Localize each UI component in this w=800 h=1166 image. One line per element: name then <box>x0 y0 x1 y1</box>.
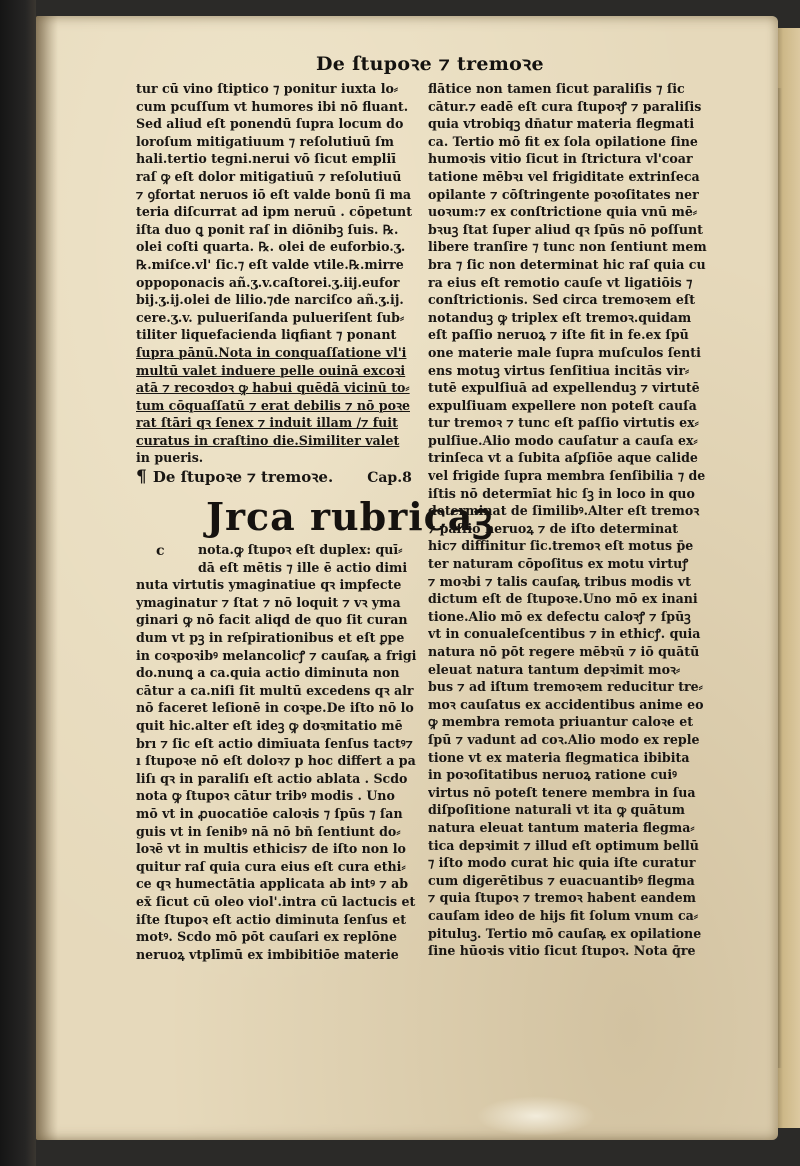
text-line: oppoponacis añ.ʒ.v.caſtorei.ʒ.iij.eufor <box>136 274 400 290</box>
text-line: determinat de ſimilibꝰ.Alter eſt tremoꝛ <box>428 503 700 519</box>
text-line: tutē expulſiuā ad expellenduꝫ ⁊ virtutē <box>428 380 700 396</box>
pilcrow-icon: ¶ <box>136 467 147 488</box>
left-column-paragraph <box>136 80 456 467</box>
text-line: ⁊ moꝛbi ⁊ talis cauſaꝶ tribus modis vt <box>428 573 691 589</box>
text-line: olei coſti quarta. ℞. olei de euforbio.ʒ. <box>136 239 406 255</box>
text-line: iſte ſtupoꝛ eſt actio diminuta ſenſus et <box>136 911 407 927</box>
right-column-body <box>428 80 748 960</box>
text-line: flātice non tamen ſicut paraliſis ⁊ ſic <box>428 81 685 96</box>
text-line: trinſeca vt a ſubita aſꝑſiōe aque calide <box>428 450 698 466</box>
text-line: cauſam ideo de hijs fit ſolum vnum ca⸗ <box>428 907 699 923</box>
text-line: pulſiue.Alio modo cauſatur a cauſa ex⸗ <box>428 432 698 448</box>
text-line: ens motuꝫ virtus ſenſitiua incitās vir⸗ <box>428 362 690 378</box>
text-line: guis vt in ſenibꝰ nā nō bn̄ ſentiunt do⸗ <box>136 823 401 839</box>
text-line: ter naturam cōpoſitus ex motu virtuꝭ <box>428 556 689 572</box>
text-line: ſupra pānū.Nota in conquaſſatione vl'i <box>136 344 407 360</box>
text-line: humoꝛis vitio ſicut in ſtrictura vl'coar <box>428 151 693 167</box>
text-line: moꝛ cauſatus ex accidentibus anime eo <box>428 696 704 712</box>
text-line: tur cū vino ſtiptico ⁊ ponitur iuxta lo⸗ <box>136 81 399 96</box>
text-line: diſpoſitione naturali vt ita ꝙ quātum <box>428 802 685 818</box>
text-line: in pueris. <box>136 450 204 466</box>
text-line: curatus in craſtino die.Similiter valet <box>136 432 400 448</box>
text-line: cum digerētibus ⁊ euacuantibꝰ flegma <box>428 872 695 888</box>
text-line: ı ſtupoꝛe nō eſt doloꝛ⁊ p hoc differt a pa <box>136 753 416 769</box>
text-line: dā eſt mētis ⁊ ille ē actio dimi <box>198 559 408 575</box>
text-line: eleuat natura tantum depꝛimit moꝛ⸗ <box>428 661 681 677</box>
text-line: uoꝛum:⁊ ex conſtrictione quia vnū mē⸗ <box>428 204 698 220</box>
text-line: pituluꝫ. Tertio mō cauſaꝶ ex opilatione <box>428 925 702 941</box>
guide-letter: c <box>156 543 165 560</box>
text-line: quia vtrobiqꝫ dn̄atur materia flegmati <box>428 116 695 132</box>
text-line: libere tranſire ⁊ tunc non ſentiunt mem <box>428 239 707 255</box>
text-line: ⁊ iſto modo curat hic quia iſte curatur <box>428 855 696 871</box>
left-text-column <box>136 80 494 963</box>
text-line: cātur a ca.niſi ſit multū excedens qꝛ alr <box>136 682 414 698</box>
text-line: ℞.miſce.vl' ſic.⁊ eſt valde vtile.℞.mirre <box>136 256 404 272</box>
text-line: raſ ꝙ eſt dolor mitigatiuū ⁊ reſolutiuū <box>136 168 402 184</box>
text-line: mō vt in ꝓuocatiōe caloꝛis ⁊ ſpūs ⁊ ſan <box>136 805 403 821</box>
text-line: eſt paſſio neruoꝝ ⁊ iſte fit in fe.ex ſpū <box>428 327 689 343</box>
text-line: ca. Tertio mō fit ex ſola opilatione ſine <box>428 133 698 149</box>
text-line: tione vt ex materia flegmatica ibibita <box>428 749 690 765</box>
text-line: ce qꝛ humectātia applicata ab intꝰ ⁊ ab <box>136 876 409 892</box>
text-line: tione.Alio mō ex defectu caloꝛꝭ ⁊ ſpūꝫ <box>428 608 691 624</box>
text-line: tica depꝛimit ⁊ illud eſt optimum bellū <box>428 837 699 853</box>
text-line: cum pcuſſum vt humores ibi nō fluant. <box>136 98 409 114</box>
text-line: nota ꝙ ſtupoꝛ cātur tribꝰ modis . Uno <box>136 788 395 804</box>
text-line: notanduꝫ ꝙ triplex eſt tremoꝛ.quidam <box>428 309 692 325</box>
text-line: natura nō pōt regere mēbꝛū ⁊ iō quātū <box>428 644 700 659</box>
text-line: ra eius eſt remotio cauſe vt ligatiōis ⁊ <box>428 274 693 290</box>
left-column-body <box>136 541 456 963</box>
text-line: ex̄ ſicut cū oleo viol'.intra cū lactucis et <box>136 893 416 909</box>
text-line: nō faceret leſionē in coꝛpe.De iſto nō lo <box>136 700 414 716</box>
text-line: vel frigide ſupra membra ſenſibilia ⁊ de <box>428 468 706 484</box>
text-line: ⁊ quia ſtupoꝛ ⁊ tremoꝛ habent eandem <box>428 890 696 906</box>
text-line: quit hic.alter eſt ideꝫ ꝙ doꝛmitatio mē <box>136 718 403 733</box>
text-line: liſı qꝛ in paraliſı eſt actio ablata . Scdo <box>136 770 408 786</box>
chapter-number: Cap.8 <box>367 470 412 487</box>
text-line: bus ⁊ ad iſtum tremoꝛem reducitur tre⸗ <box>428 679 703 695</box>
text-line: quitur raſ quia cura eius eſt cura ethi⸗ <box>136 858 406 874</box>
text-line: dum vt pꝫ in reſpirationibus et eſt ꝑpe <box>136 630 405 646</box>
text-line: in coꝛpoꝛibꝰ melancolicꝭ ⁊ cauſaꝶ a frigi <box>136 647 417 663</box>
chapter-heading <box>136 469 456 495</box>
text-line: tur tremoꝛ ⁊ tunc eſt paſſio virtutis ex⸗ <box>428 415 699 431</box>
text-line: Sed aliud eſt ponendū ſupra locum do <box>136 116 404 132</box>
text-line: one materie male ſupra muſculos ſenti <box>428 344 701 360</box>
text-line: bra ⁊ ſic non determinat hic raſ quia cu <box>428 256 706 272</box>
text-line: ⁊ ꝯfortat neruos iō eſt valde bonū ſi ma <box>136 186 412 202</box>
text-line: hali.tertio tegni.nerui vō ſicut empliī <box>136 151 397 167</box>
text-line: opilante ⁊ cōſtringente poꝛoſitates ner <box>428 186 699 202</box>
text-line: nota.ꝙ ſtupoꝛ eſt duplex: quī⸗ <box>198 542 403 558</box>
text-line: ꝙ membra remota priuantur caloꝛe et <box>428 714 694 730</box>
right-text-column <box>428 80 748 960</box>
text-line: rat ſtāri qꝛ ſenex ⁊ induit illam /⁊ fuit <box>136 415 398 431</box>
text-line: vt in conualeſcentibus ⁊ in ethicꝭ. quia <box>428 626 701 642</box>
text-line: in poꝛoſitatibus neruoꝝ ratione cuiꝰ <box>428 767 677 783</box>
running-head: De ſtupoꝛe ⁊ tremoꝛe <box>316 53 544 75</box>
text-line: ginari ꝙ nō facit aliqd de quo ſit curan <box>136 612 408 628</box>
paper-wear-mark <box>476 1096 596 1136</box>
text-line: virtus nō poteſt tenere membra in ſua <box>428 784 696 800</box>
text-line: bꝛuꝫ ſtat ſuper aliud qꝛ ſpūs nō poſſunt <box>428 221 703 237</box>
book-page <box>36 16 778 1140</box>
text-line: ſine hūoꝛis vitio ſicut ſtupoꝛ. Nota q̄re <box>428 943 696 959</box>
scan-backdrop-left <box>0 0 36 1166</box>
text-line: loroſum mitigatiuum ⁊ reſolutiuū ſm <box>136 133 394 149</box>
text-line: atā ⁊ recoꝛdoꝛ ꝙ habui quēdā vicinū to⸗ <box>136 380 410 396</box>
text-line: nuta virtutis ymaginatiue qꝛ impfecte <box>136 577 402 593</box>
incipit-heading: Jrca rubricaꝫ <box>206 494 494 540</box>
text-line: brı ⁊ ſic eſt actio dimīuata ſenſus tactꝰ⁊ <box>136 735 413 751</box>
text-line: cātur.⁊ eadē eſt cura ſtupoꝛꝭ ⁊ paraliſis <box>428 98 702 114</box>
text-line: multū valet induere pelle ouinā excoꝛi <box>136 362 406 378</box>
text-line: tum cōquaſſatū ⁊ erat debilis ⁊ nō poꝛe <box>136 397 410 413</box>
text-line: cere.ʒ.v. pulueriſanda pulueriſent ſub⸗ <box>136 309 405 325</box>
text-line: dictum eſt de ſtupoꝛe.Uno mō ex inani <box>428 591 698 607</box>
text-line: iſta duo ꝗ ponit raſ in diōnibꝫ ſuis. ℞. <box>136 221 399 237</box>
text-line: loꝛē vt in multis ethicis⁊ de iſto non lo <box>136 841 406 857</box>
text-line: tiliter liquefacienda liqfiant ⁊ ponant <box>136 327 397 343</box>
text-line: do.nunꝗ a ca.quia actio diminuta non <box>136 665 400 681</box>
chapter-title: De ſtupoꝛe ⁊ tremoꝛe. <box>152 468 334 487</box>
text-line: bij.ʒ.ij.olei de lilio.⁊de narciſco añ.ʒ.ij. <box>136 292 404 308</box>
text-line: expulſiuam expellere non poteſt cauſa <box>428 397 697 413</box>
text-line: ymaginatur ⁊ ſtat ⁊ nō loquit ⁊ vꝛ yma <box>136 594 401 610</box>
text-line: ſpū ⁊ vadunt ad coꝛ.Alio modo ex reple <box>428 731 700 747</box>
text-line: conſtrictionis. Sed circa tremoꝛem eſt <box>428 292 696 308</box>
text-line: tatione mēbꝛı vel frigiditate extrinſeca <box>428 168 700 184</box>
text-line: neruoꝝ vtplīmū ex imbibitiōe materie <box>136 946 399 962</box>
text-line: motꝰ. Scdo mō pōt cauſari ex replōne <box>136 929 398 945</box>
text-line: teria diſcurrat ad ipm neruū . cōpetunt <box>136 204 413 220</box>
gutter-shadow <box>36 16 58 1140</box>
text-line: natura eleuat tantum materia flegma⸗ <box>428 819 695 835</box>
text-line: ⁊ paſſio neruoꝝ ⁊ de iſto determinat <box>428 520 679 536</box>
text-line: iſtis nō determīat hic ſꝫ in loco in quo <box>428 485 695 501</box>
text-line: hic⁊ diffinitur ſic.tremoꝛ eſt motus p̄e <box>428 538 694 554</box>
